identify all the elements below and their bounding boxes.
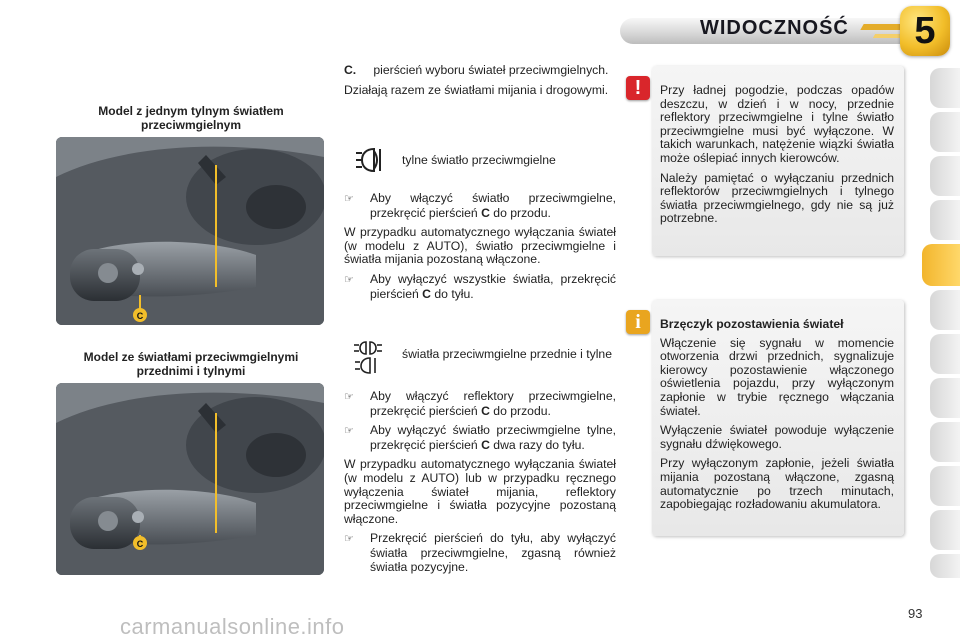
figure-caption: Model ze światłami przeciwmgielnymi przednimi i tylnymi (83, 350, 299, 378)
paragraph: W przypadku automatycznego wyłączania świateł (w modelu z AUTO), światło przeciwmgielne i światła mijania pozostaną włączone. (344, 225, 616, 267)
chapter-tab[interactable] (930, 466, 960, 506)
hand-pointer-icon: ☞ (344, 273, 354, 286)
ring-c-label: C (136, 311, 144, 321)
chapter-tab[interactable] (930, 334, 960, 374)
paragraph: Działają razem ze światłami mijania i drogowymi. (344, 82, 609, 97)
info-box (652, 300, 904, 536)
info-title: Brzęczyk pozostawienia świateł (660, 317, 844, 331)
stalk-photo-front-rear (56, 383, 324, 575)
chapter-tab[interactable] (930, 554, 960, 578)
info-text: Przy wyłączonym zapłonie, jeżeli światła mijania pozostaną włączone, zgasną automatycznie po trzech minutach, zapobiegając rozładowaniu akumulatora. (660, 456, 894, 512)
chapter-tab[interactable] (930, 200, 960, 240)
warning-text: Przy ładnej pogodzie, podczas opadów deszczu, w dzień i w nocy, przednie reflektory przeciwmgielne i tylne światło przeciwmgielne musi być wyłączone. W takich warunkach, natężenie wiązki światła może oślepiać innych kierowców. (660, 83, 894, 165)
instruction-item: ☞ Aby wyłączyć wszystkie światła, przekręcić pierścień C do tyłu. (344, 271, 616, 301)
info-icon: i (626, 310, 650, 334)
page-number: 93 (908, 606, 923, 621)
instruction-item: ☞ Przekręcić pierścień do tyłu, aby wyłączyć światła przeciwmgielne, zgasną również światła pozycyjne. (344, 531, 616, 574)
stalk-illustration (56, 137, 324, 325)
chapter-tab[interactable] (930, 510, 960, 550)
warning-icon: ! (626, 76, 650, 100)
chapter-tab[interactable] (930, 290, 960, 330)
instruction-item: ☞ Aby wyłączyć światło przeciwmgielne tylne, przekręcić pierścień C dwa razy do tyłu. (344, 423, 616, 452)
page-title: WIDOCZNOŚĆ (700, 17, 849, 39)
stalk-illustration (56, 383, 324, 575)
hand-pointer-icon: ☞ (344, 391, 354, 403)
rear-fog-light-icon (352, 143, 388, 177)
paragraph: W przypadku automatycznego wyłączania świateł (w modelu z AUTO) lub w przypadku ręcznego wyłączenia świateł mijania, reflektory przeciwmgielne i światła pozycyjne pozostaną włączone. (344, 457, 616, 526)
instruction-item: ☞ Aby włączyć reflektory przeciwmgielne, przekręcić pierścień C do przodu. (344, 389, 616, 418)
chapter-tab[interactable] (930, 112, 960, 152)
stalk-photo-single-rear (56, 137, 324, 325)
warning-box (652, 66, 904, 256)
warning-text: Należy pamiętać o wyłączaniu przednich reflektorów przeciwmgielnych i tylnego światła przeciwmgielnego, gdy nie są już potrzebne. (660, 170, 894, 226)
watermark: carmanualsonline.info (120, 614, 345, 639)
hand-pointer-icon: ☞ (344, 193, 354, 205)
chapter-tab-active[interactable] (922, 244, 960, 286)
hand-pointer-icon: ☞ (344, 425, 354, 438)
icon-label: tylne światło przeciwmgielne (402, 153, 556, 167)
chapter-tab[interactable] (930, 68, 960, 108)
chapter-tab[interactable] (930, 156, 960, 196)
icon-label: światła przeciwmgielne przednie i tylne (402, 347, 612, 361)
front-rear-fog-lights-icon (350, 340, 386, 374)
hand-pointer-icon: ☞ (344, 533, 354, 546)
chapter-number-badge: 5 (900, 6, 950, 56)
figure-caption: Model z jednym tylnym światłem przeciwmgielnym (98, 104, 284, 132)
instruction-item: ☞ Aby włączyć światło przeciwmgielne, przekręcić pierścień C do przodu. (344, 191, 616, 220)
chapter-tab[interactable] (930, 378, 960, 418)
chapter-tab[interactable] (930, 422, 960, 462)
info-text: Wyłączenie świateł powoduje wyłączenie sygnału dźwiękowego. (660, 423, 894, 451)
info-text: Włączenie się sygnału w momencie otworzenia drzwi przednich, sygnalizuje kierowcy pozostawienie włączonego oświetlenia pojazdu, przy wyłączonym zapłonie w trybie ręcznego włączania świateł. (660, 335, 894, 418)
ring-c-label: C (136, 539, 144, 549)
ring-c-description: C. pierścień wyboru świateł przeciwmgielnych. (344, 63, 609, 77)
